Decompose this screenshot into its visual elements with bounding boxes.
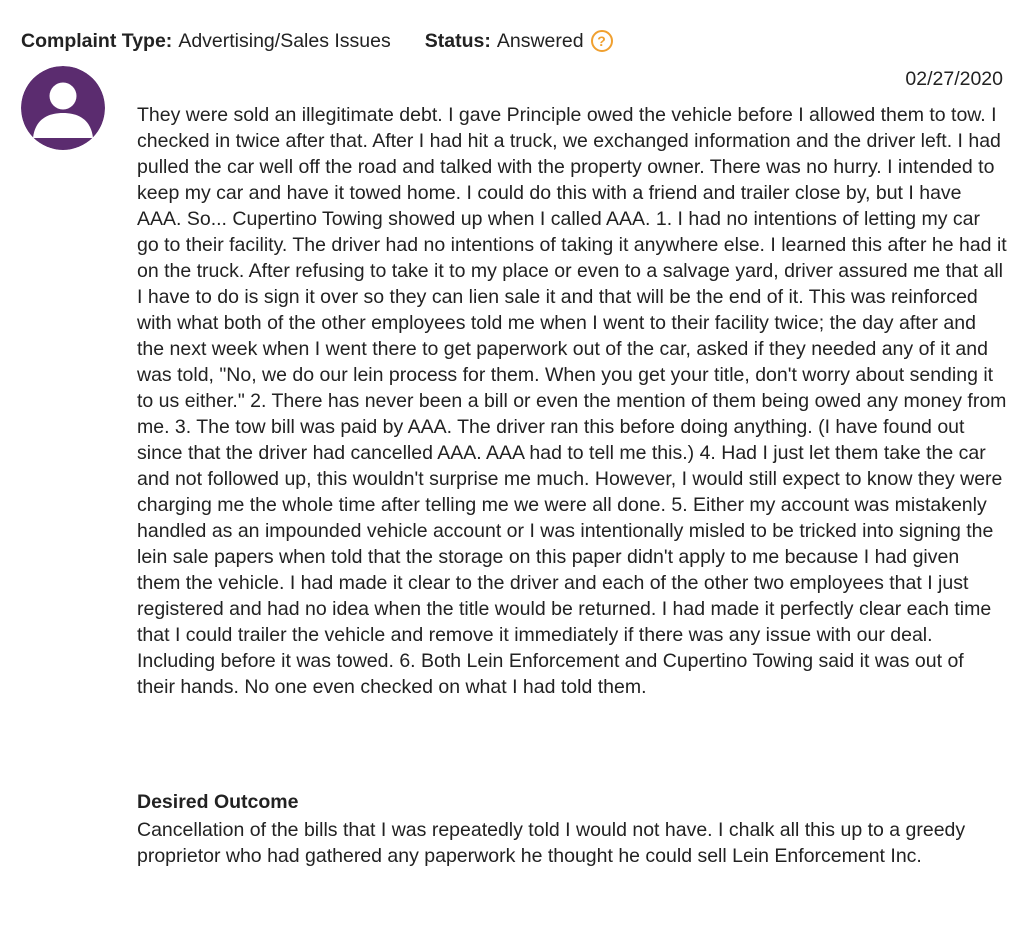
status-label: Status: bbox=[424, 30, 491, 52]
complaint-type-value: Advertising/Sales Issues bbox=[178, 30, 391, 52]
complaint-body: They were sold an illegitimate debt. I gave Principle owed the vehicle before I allowed them to tow. I checked in twice after that. After I had hit a truck, we exchanged information and the driver left. I had pulled the car well off the road and talked with the property owner. There was no hurry. I intended to keep my car and have it towed home. I could do this with a friend and trailer close by, but I have AAA. So... Cupertino Towing showed up when I called AAA. 1. I had no intentions of letting my car go to their facility. The driver had no intentions of taking it anywhere else. I learned this after he had it on the truck. After refusing to take it to my place or even to a salvage yard, driver assured me that all I have to do is sign it over so they can lien sale it and that will be the end of it. This was reinforced with what both of the other employees told me when I went to their facility twice; the day after and the next week when I went there to get paperwork out of the car, asked if they needed any of it and was told, "No, we do our lein process for them. When you get your title, don't worry about sending it to us either." 2. There has never been a bill or even the mention of them being owed any money from me. 3. The tow bill was paid by AAA. The driver ran this before doing anything. (I have found out since that the driver had cancelled AAA. AAA had to tell me this.) 4. Had I just let them take the car and not followed up, this wouldn't surprise me much. However, I would still expect to know they were charging me the whole time after telling me we were all done. 5. Either my account was mistakenly handled as an impounded vehicle account or I was intentionally misled to be tricked into signing the lein sale papers when told that the storage on this paper didn't apply to me because I had given them the vehicle. I had made it clear to the driver and each of the other two employees that I just registered and had no idea when the title would be returned. I had made it perfectly clear each time that I could trailer the vehicle and remove it immediately if there was any issue with our deal. Including before it was towed. 6. Both Lein Enforcement and Cupertino Towing said it was out of their hands. No one even checked on what I had told them. bbox=[137, 104, 1007, 698]
desired-outcome-text: Cancellation of the bills that I was repeatedly told I would not have. I chalk all this up to a greedy proprietor who had gathered any paperwork he thought he could sell Lein Enforcement Inc. bbox=[137, 819, 966, 867]
complaint-header bbox=[21, 28, 613, 54]
complaint-type-label: Complaint Type: bbox=[21, 30, 173, 52]
complaint-status bbox=[425, 28, 613, 54]
question-circle-icon[interactable]: ? bbox=[591, 30, 613, 52]
complaint-type bbox=[21, 28, 391, 54]
status-value: Answered bbox=[496, 30, 584, 52]
user-avatar-icon bbox=[21, 66, 105, 150]
desired-outcome-title: Desired Outcome bbox=[137, 791, 299, 813]
complaint-date: 02/27/2020 bbox=[905, 68, 1003, 90]
